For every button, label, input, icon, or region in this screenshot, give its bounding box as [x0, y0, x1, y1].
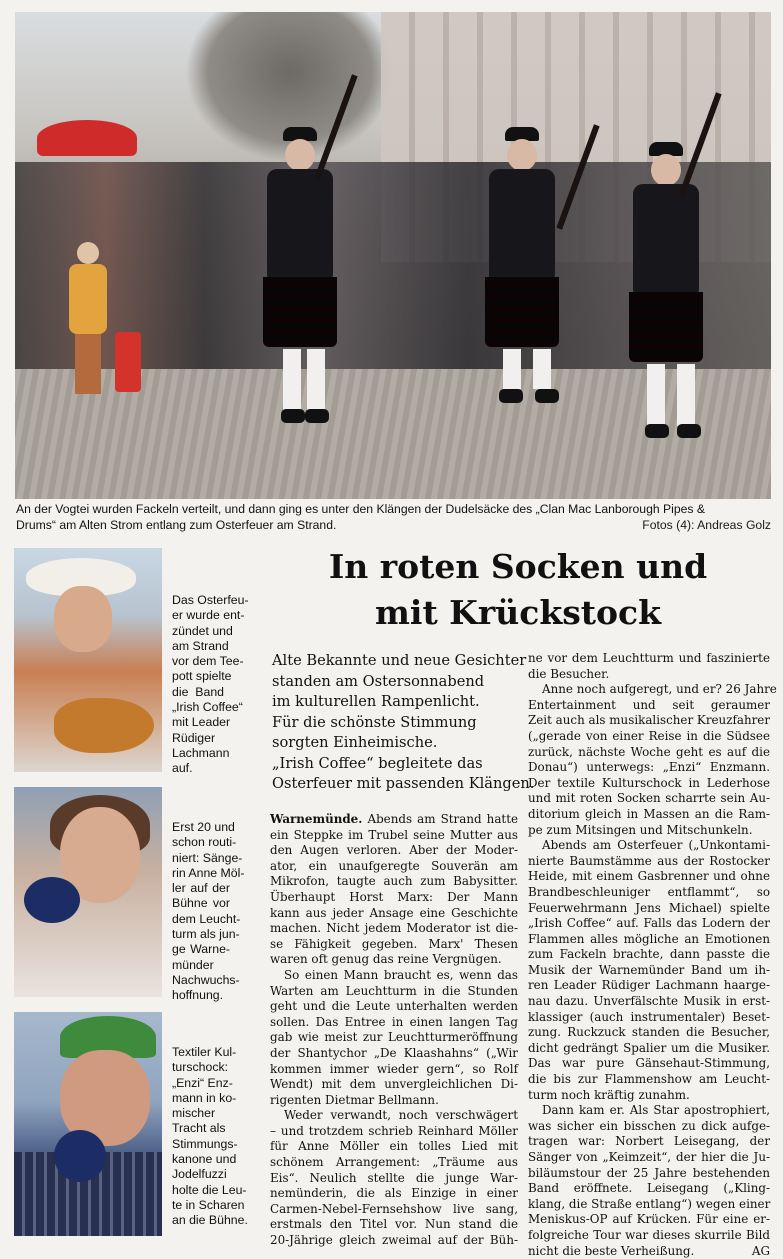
child-in-yellow-coat [65, 242, 111, 402]
lead-line: Osterfeuer mit passenden Klängen. [272, 775, 535, 792]
piper-3 [621, 142, 711, 462]
photo-band-leader [14, 548, 162, 772]
main-photo [15, 12, 771, 499]
guitar [54, 698, 154, 753]
microphone [24, 877, 80, 923]
lead-line: sorgten Einheimische. [272, 734, 438, 751]
photo-enzi-enzmann [14, 1012, 162, 1236]
author-signature: AG [751, 1243, 770, 1258]
face [54, 586, 112, 652]
lead-line: Alte Bekannte und neue Gesichter [272, 652, 527, 669]
piper-2 [477, 127, 567, 447]
side-caption-1: Das Osterfeu- er wurde ent- zündet und am Strand vor dem Tee- pott spielte die Band „Irish Coffee“ mit Leader Rüdiger Lachmann auf. [172, 593, 249, 776]
main-photo-caption-line-1: An der Vogtei wurden Fackeln verteilt, und dann ging es unter den Klängen der Dudelsäcke des „Clan Mac Lanborough Pipes & [16, 502, 706, 516]
lead-line: „Irish Coffee“ begleitete das [272, 754, 483, 772]
dateline: Warnemünde. [270, 812, 363, 826]
lead-line: standen am Ostersonnabend [272, 672, 485, 690]
piper-1 [255, 127, 345, 447]
headline-line-1: In roten Socken und [328, 547, 708, 586]
final-line: nicht die beste Verheißung. [528, 1243, 695, 1258]
article-body-right-column: ne vor dem Leuchtturm und faszinierte die Besucher. Anne noch aufgeregt, und er? 26 Jahre Entertainment und seit geraumer Zeit auch als musikalischer Kreuzfahrer („gerade von einer Reise in die Südsee zurück, nächste Woche geht es auf die Donau“) unterwegs: „Enzi“ Enzmann. Der textile Kulturschock in Lederhose und mit roten Socken scharrte sein Au- ditorium gleich in Massen an die Ram- pe zum Mitsingen und Mitschunkeln. Abends am Osterfeuer („Unkontami- nierte Baumstämme aus der Rostocker Heide, mit einem Gasbrenner und ohne Brandbeschleuniger entflammt“, so Feuerwehrmann Jens Michael) spielte „Irish Coffee“ auf. Falls das Lodern der Flammen alles mögliche an Emotionen zum Fackeln brachte, dann passte die Musik der Warnemünder Band um ih- ren Leader Rüdiger Lachmann haarge- nau dazu. Unverfälschte Musik in erst- klassiger (auch instrumentaler) Beset- zung. Ruckzuck standen die Besucher, dicht gedrängt Spalier um die Musiker. Das war pure Gänsehaut-Stimmung, die bis zur Flammenshow am Leucht- turm noch kräftig zunahm. Dann kam er. Als Star apostrophiert, was sicher ein bisschen zu dick aufge- tragen war: Norbert Leisegang, der Sänger von „Keimzeit“, der hier die Ju- biläumstour der 25 Jahre bestehenden Band eröffnete. Leisegang („Kling- klang, die Straße entlang“) wegen einer Meniskus-OP auf Krücken. Für eine er- folgreiche Tour war dieses skurrile Bild nicht die beste Verheißung. AG [528, 651, 777, 1258]
article-headline [262, 544, 774, 636]
photo-credit: Fotos (4): Andreas Golz [642, 518, 771, 532]
article-body-left-column: Warnemünde. Abends am Strand hatte ein Steppke im Trubel seine Mutter aus den Augen verloren. Aber der Moder- ator, ein unaufgeregte Souverän am Mikrofon, taugte auch zum Babysitter. Überhaupt Horst Marx: Der Mann kann aus jeder Ansage eine Geschichte machen. Nicht jedem Moderator ist die- se Fähigkeit gegeben. Marx' Thesen waren oft genug das reine Vergnügen. So einen Mann braucht es, wenn das Warten am Leuchtturm in die Stunden geht und die Leute unterhalten werden sollen. Das Entree in einen langen Tag gab wie meist zur Leuchtturmeröffnung der Shantychor „De Klaashahns“ („Wir kommen immer wieder gern“, so Rolf Wendt) mit dem unvergleichlichen Di- rigenten Dietmar Bellmann. Weder verwandt, noch verschwägert – und trotzdem schrieb Reinhard Möller für Anne Möller ein tolles Lied mit schönem Arrangement: „Träume aus Eis“. Neulich stellte die junge War- nemünderin, die als Einzige in einer Carmen-Nebel-Fernsehshow live sang, erstmals den Titel vor. Nun stand die 20-Jährige gleich zweimal auf der Büh- [270, 812, 519, 1248]
lead-line: im kulturellen Rampenlicht. [272, 693, 480, 710]
headline-line-2: mit Krückstock [375, 593, 661, 632]
microphone [54, 1130, 106, 1182]
lead-line: Für die schönste Stimmung [272, 713, 477, 731]
main-photo-caption-line-2: Drums“ am Alten Strom entlang zum Osterfeuer am Strand. [16, 518, 337, 532]
article-lead [272, 651, 535, 795]
red-umbrella [37, 120, 137, 156]
photo-singer-anne [14, 787, 162, 997]
side-caption-2: Erst 20 und schon routi- niert: Sänge- rin Anne Möl- ler auf der Bühne vor dem Leucht- turm als jun- ge Warne- münder Nachwuchs- hoffnung. [172, 820, 245, 1003]
side-caption-3: Textiler Kul- turschock: „Enzi“ Enz- mann in ko- mischer Tracht als Stimmungs- kanone und Jodelfuzzi holte die Leu- te in Scharen an die Bühne. [172, 1045, 248, 1228]
red-bag [115, 332, 141, 392]
